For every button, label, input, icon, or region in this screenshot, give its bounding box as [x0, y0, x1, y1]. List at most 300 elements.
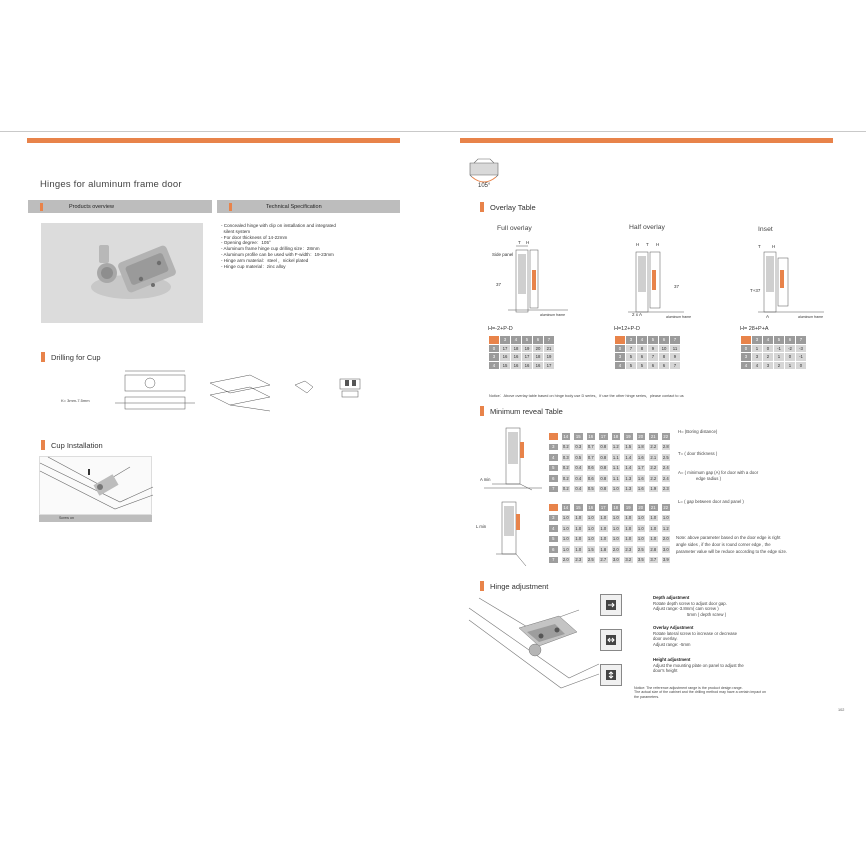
table-cell: 2.5 — [661, 453, 672, 462]
aluminum-frame-label: aluminum frame — [666, 315, 692, 319]
table-cell: 5 — [626, 361, 637, 370]
full-overlay-diagram — [488, 240, 588, 322]
table-cell: 1.0 — [611, 514, 622, 523]
products-overview-bar — [28, 200, 212, 213]
table-header-cell: 7 — [670, 336, 681, 345]
height-adjust-icon — [600, 664, 622, 686]
section-marker — [41, 440, 45, 450]
table-header-cell: 5 — [648, 336, 659, 345]
table-cell: 2 — [774, 361, 785, 370]
l-min-label: L min — [476, 524, 487, 529]
table-cell: 1.9 — [648, 485, 659, 494]
table-row-header-cell: 4 — [741, 361, 752, 370]
table-cell: 2 — [763, 353, 774, 362]
table-cell: 0.5 — [573, 453, 584, 462]
table-cell: 5 — [626, 353, 637, 362]
reveal-table-a — [546, 430, 673, 495]
table-row-header-cell: 6 — [548, 474, 559, 483]
table-header-cell: 15 — [573, 432, 584, 441]
table-cell: 1.0 — [623, 514, 634, 523]
screw-on-caption: Screw on — [39, 515, 152, 522]
drilling-diagrams — [55, 365, 395, 415]
height-arrow-icon — [601, 665, 621, 685]
reveal-a-drawing — [478, 424, 542, 494]
inset-title: Inset — [758, 226, 773, 233]
inset-drawing — [744, 240, 844, 322]
table-row-header-cell: 0 — [741, 344, 752, 353]
table-corner-cell — [548, 432, 559, 441]
svg-text:T: T — [758, 244, 761, 249]
depth-line-3: 5mm ( depth screw ) — [687, 611, 727, 617]
table-cell: 3.0 — [661, 545, 672, 554]
table-row-header-cell: 0 — [489, 344, 500, 353]
table-row — [548, 556, 671, 565]
table-cell: 2.2 — [648, 443, 659, 452]
table-row-header-cell: 3 — [548, 514, 559, 523]
table-header-row — [548, 503, 671, 512]
table-cell: 6 — [648, 361, 659, 370]
svg-text:A: A — [766, 314, 770, 319]
table-header-cell: 16 — [586, 432, 597, 441]
full-overlay-drawing — [488, 240, 588, 322]
table-row — [741, 361, 807, 370]
legend-h: H= (Boring distance) — [678, 429, 718, 434]
table-cell: 1 — [785, 361, 796, 370]
table-cell: 17 — [522, 353, 533, 362]
table-cell: 0.2 — [561, 474, 572, 483]
hinge-photo-illustration — [41, 223, 203, 323]
table-row — [548, 514, 671, 523]
table-cell: 0.8 — [598, 453, 609, 462]
table-cell: 0 — [796, 361, 807, 370]
a-min-label: A min — [480, 477, 491, 482]
table-row-header-cell: 3 — [489, 353, 500, 362]
table-header-row — [615, 336, 681, 345]
table-cell: 2.0 — [611, 545, 622, 554]
table-cell: 2.1 — [648, 453, 659, 462]
drilling-title-text: Drilling for Cup — [51, 352, 101, 362]
full-overlay-title: Full overlay — [497, 225, 532, 232]
svg-text:H: H — [772, 244, 776, 249]
reveal-b-drawing — [476, 500, 540, 570]
table-cell: -1 — [774, 344, 785, 353]
table-cell: 1.0 — [561, 545, 572, 554]
table-cell: 0.8 — [598, 474, 609, 483]
table-cell: 1.8 — [598, 545, 609, 554]
table-cell: 20 — [533, 344, 544, 353]
table-cell: 0.5 — [586, 485, 597, 494]
overlay-adj-title: Overlay Adjustment — [653, 625, 694, 630]
depth-title: Depth adjustment — [653, 595, 690, 600]
table-row — [615, 344, 681, 353]
table-cell: 1.0 — [573, 535, 584, 544]
table-header-cell: 20 — [636, 432, 647, 441]
table-row-header-cell: 0 — [615, 344, 626, 353]
table-cell: 1.6 — [636, 453, 647, 462]
height-adjustment-text — [653, 657, 744, 674]
section-marker — [480, 202, 484, 212]
adj-notice-3: the parameters. — [634, 694, 660, 699]
drilling-drawing — [55, 365, 395, 415]
half-overlay-table — [614, 335, 681, 370]
table-header-cell: 6 — [533, 336, 544, 345]
table-header-cell: 4 — [637, 336, 648, 345]
table-cell: 1.0 — [598, 535, 609, 544]
svg-text:H: H — [526, 240, 530, 245]
overlay-arrow-icon — [601, 630, 621, 650]
table-cell: 1.0 — [661, 514, 672, 523]
table-row — [489, 353, 555, 362]
table-cell: 2.4 — [661, 474, 672, 483]
page-top-rule — [0, 131, 866, 132]
table-cell: 1.0 — [586, 514, 597, 523]
table-cell: 2.8 — [648, 545, 659, 554]
table-cell: 17 — [500, 344, 511, 353]
page-title: Hinges for aluminum frame door — [40, 179, 182, 190]
overlay-adjust-icon — [600, 629, 622, 651]
aluminum-frame-label: aluminum frame — [798, 315, 824, 319]
inset-diagram — [744, 240, 844, 322]
table-cell: 2.4 — [661, 464, 672, 473]
height-title: Height adjustment — [653, 657, 691, 662]
table-cell: 3.2 — [623, 556, 634, 565]
table-header-cell: 3 — [752, 336, 763, 345]
table-header-cell: 14 — [561, 503, 572, 512]
overlay-adjustment-text — [653, 625, 737, 647]
table-row-header-cell: 5 — [548, 464, 559, 473]
table-cell: 1.6 — [636, 485, 647, 494]
table-cell: 1.4 — [623, 464, 634, 473]
table-cell: 1.0 — [623, 524, 634, 533]
table-cell: 0.8 — [598, 464, 609, 473]
table-header-cell: 18 — [611, 503, 622, 512]
table-cell: 1.6 — [636, 474, 647, 483]
adjustment-notice — [634, 686, 766, 699]
table-cell: 1.0 — [573, 514, 584, 523]
table-header-cell: 3 — [626, 336, 637, 345]
section-marker — [41, 352, 45, 362]
bar-marker — [229, 203, 232, 211]
overlay-section-title — [480, 202, 536, 212]
table-cell: 1.0 — [586, 535, 597, 544]
table-row-header-cell: 4 — [548, 524, 559, 533]
half-overlay-formula: H=12+P-D — [614, 326, 640, 332]
drilling-section-title — [41, 352, 101, 362]
svg-text:37: 37 — [674, 284, 680, 289]
table-cell: 2.3 — [573, 556, 584, 565]
legend-a-1: A= ( minimum gap (A) for door with a door — [678, 470, 759, 475]
min-reveal-title-text: Minimum reveal Table — [490, 406, 563, 416]
table-header-cell: 21 — [648, 432, 659, 441]
table-row-header-cell: 6 — [548, 545, 559, 554]
table-row-header-cell: 3 — [741, 353, 752, 362]
reveal-table-a-grid — [546, 430, 673, 495]
svg-text:T: T — [518, 240, 521, 245]
table-header-cell: 5 — [522, 336, 533, 345]
table-cell: 16 — [511, 353, 522, 362]
cup-install-title-text: Cup Installation — [51, 440, 103, 450]
inset-formula: H= 28+P+A — [740, 326, 769, 332]
table-cell: 1.0 — [636, 524, 647, 533]
legend-l: L= ( gap between door and panel ) — [678, 499, 744, 504]
svg-text:T+37: T+37 — [750, 288, 761, 293]
table-header-cell: 7 — [544, 336, 555, 345]
depth-line-1: Rotate depth screw to adjust door gap. — [653, 600, 727, 606]
table-cell: 3.9 — [661, 556, 672, 565]
table-row — [548, 453, 671, 462]
spec-item: - Hinge arm material：steel ，nickel plated — [221, 257, 309, 263]
table-cell: 0.6 — [586, 474, 597, 483]
spec-item: silent system — [221, 228, 251, 234]
table-header-cell: 17 — [598, 432, 609, 441]
height-line-1: Adjust the mounting plate on panel to adjust the — [653, 662, 744, 668]
depth-adjustment-text — [653, 595, 727, 617]
table-row — [548, 524, 671, 533]
overlay-title-text: Overlay Table — [490, 202, 536, 212]
overlay-adj-line-1: Rotate lateral screw to increase or decrease — [653, 630, 738, 636]
table-header-row — [548, 432, 671, 441]
table-cell: 16 — [522, 361, 533, 370]
page-number: 102 — [838, 708, 845, 712]
table-row-header-cell: 7 — [548, 485, 559, 494]
table-cell: 7 — [648, 353, 659, 362]
table-header-cell: 15 — [573, 503, 584, 512]
table-cell: 0.8 — [598, 485, 609, 494]
table-cell: 8 — [637, 344, 648, 353]
table-row-header-cell: 3 — [548, 443, 559, 452]
table-cell: 1.0 — [636, 535, 647, 544]
table-row — [489, 361, 555, 370]
table-cell: 2.3 — [661, 485, 672, 494]
reveal-diagram-b — [476, 500, 540, 570]
table-cell: 1.0 — [573, 545, 584, 554]
table-header-cell: 14 — [561, 432, 572, 441]
table-cell: 1.1 — [611, 464, 622, 473]
table-cell: -1 — [796, 353, 807, 362]
reveal-note-1: Note: above parameter based on the door edge is right — [676, 535, 781, 540]
table-cell: 0.3 — [561, 453, 572, 462]
table-header-cell: 6 — [659, 336, 670, 345]
table-cell: 0.8 — [598, 443, 609, 452]
table-cell: -2 — [785, 344, 796, 353]
legend-a-2: edge radius ) — [696, 476, 722, 481]
depth-arrow-icon — [601, 595, 621, 615]
table-cell: 1.0 — [598, 524, 609, 533]
opening-angle-label: 105° — [478, 183, 491, 189]
table-cell: 3.7 — [648, 556, 659, 565]
table-cell: 4 — [752, 361, 763, 370]
table-header-cell: 21 — [648, 503, 659, 512]
table-cell: 2.0 — [661, 535, 672, 544]
cup-install-image — [39, 456, 152, 515]
spec-item: - Hinge cup material：zinc alloy — [221, 263, 286, 269]
table-cell: 15 — [500, 361, 511, 370]
table-cell: 0.2 — [561, 485, 572, 494]
spec-item: - Opening degree：105° — [221, 240, 271, 246]
table-cell: 1.8 — [636, 443, 647, 452]
table-cell: 3 — [763, 361, 774, 370]
table-row — [615, 353, 681, 362]
spec-item: - For door thickness of 14-22mm — [221, 234, 288, 240]
legend-t: T= ( door thickness ) — [678, 451, 718, 456]
table-cell: 2.8 — [661, 443, 672, 452]
adj-notice-1: Notice: The reference adjustment range is the product design range. — [634, 686, 743, 690]
overlay-adj-line-3: Adjust range: -5mm — [653, 641, 691, 647]
table-header-cell: 6 — [785, 336, 796, 345]
table-cell: 1.0 — [636, 514, 647, 523]
overlay-table-grid — [740, 335, 807, 370]
table-cell: 2.5 — [636, 545, 647, 554]
hinge-adj-title-text: Hinge adjustment — [490, 581, 549, 591]
table-cell: 1.5 — [623, 443, 634, 452]
overlay-adj-line-2: door overlay. — [653, 636, 678, 641]
reveal-note-3: parameter value will be reduce according to the edge size. — [676, 549, 788, 554]
spec-item: - Aluminum frame hinge cup drilling size：28mm — [221, 246, 320, 252]
section-marker — [480, 406, 484, 416]
table-header-row — [741, 336, 807, 345]
adjustment-drawing — [469, 598, 599, 702]
table-cell: 17 — [544, 361, 555, 370]
table-cell: 9 — [670, 353, 681, 362]
table-row-header-cell: 4 — [615, 361, 626, 370]
table-header-cell: 4 — [511, 336, 522, 345]
table-cell: 1.0 — [623, 535, 634, 544]
table-row-header-cell: 4 — [489, 361, 500, 370]
bar-marker — [40, 203, 43, 211]
product-photo — [41, 223, 203, 323]
table-cell: 1.0 — [573, 524, 584, 533]
table-cell: 1 — [752, 344, 763, 353]
table-row — [548, 545, 671, 554]
table-header-cell: 22 — [661, 432, 672, 441]
overlay-table-grid — [614, 335, 681, 370]
svg-text:2 x A: 2 x A — [632, 312, 643, 317]
section-marker — [480, 581, 484, 591]
table-cell: 0.4 — [573, 464, 584, 473]
inset-table — [740, 335, 807, 370]
table-corner-cell — [741, 336, 752, 345]
table-cell: 0.3 — [573, 443, 584, 452]
table-header-cell: 19 — [623, 432, 634, 441]
half-overlay-drawing — [614, 240, 714, 322]
table-cell: 18 — [533, 353, 544, 362]
table-header-row — [489, 336, 555, 345]
table-cell: 16 — [511, 361, 522, 370]
table-cell: 7 — [626, 344, 637, 353]
table-cell: 1.0 — [561, 524, 572, 533]
table-cell: 0.6 — [586, 464, 597, 473]
table-header-cell: 5 — [774, 336, 785, 345]
reveal-table-b-grid — [546, 501, 673, 566]
table-row-header-cell: 4 — [548, 453, 559, 462]
svg-text:37: 37 — [496, 282, 502, 287]
table-row — [489, 344, 555, 353]
table-header-cell: 7 — [796, 336, 807, 345]
table-row-header-cell: 5 — [548, 535, 559, 544]
reveal-table-b — [546, 501, 673, 566]
table-cell: 0.4 — [573, 485, 584, 494]
cup-install-drawing — [40, 457, 153, 516]
table-cell: 1 — [774, 353, 785, 362]
table-cell: 9 — [648, 344, 659, 353]
table-row — [548, 474, 671, 483]
table-cell: 8 — [659, 353, 670, 362]
table-cell: 16 — [533, 361, 544, 370]
table-header-cell: 4 — [763, 336, 774, 345]
table-cell: 19 — [522, 344, 533, 353]
table-cell: 2.2 — [648, 474, 659, 483]
table-cell: 1.5 — [586, 545, 597, 554]
table-cell: 1.1 — [611, 474, 622, 483]
table-header-cell: 20 — [636, 503, 647, 512]
table-cell: 1.1 — [611, 453, 622, 462]
table-cell: 21 — [544, 344, 555, 353]
table-cell: 6 — [659, 361, 670, 370]
table-cell: 1.0 — [611, 524, 622, 533]
table-cell: 1.2 — [611, 443, 622, 452]
table-cell: 1.0 — [586, 524, 597, 533]
half-overlay-diagram — [614, 240, 714, 322]
table-cell: 1.2 — [661, 524, 672, 533]
table-cell: 3 — [752, 353, 763, 362]
overlay-table-grid — [488, 335, 555, 370]
svg-text:H: H — [656, 242, 660, 247]
table-cell: 1.0 — [561, 535, 572, 544]
min-reveal-section-title — [480, 406, 563, 416]
table-cell: 1.0 — [648, 524, 659, 533]
table-row — [741, 344, 807, 353]
spec-item: - Concealed hinge with clip on installation and integrated — [221, 223, 336, 228]
table-cell: -3 — [796, 344, 807, 353]
table-header-cell: 3 — [500, 336, 511, 345]
table-cell: 1.0 — [648, 514, 659, 523]
hinge-adjustment-section-title — [480, 581, 548, 591]
table-cell: 1.0 — [611, 485, 622, 494]
table-cell: 0.2 — [561, 464, 572, 473]
half-overlay-title: Half overlay — [629, 224, 665, 231]
table-row-header-cell: 7 — [548, 556, 559, 565]
table-cell: 11 — [670, 344, 681, 353]
full-overlay-formula: H=-2+P-D — [488, 326, 513, 332]
table-corner-cell — [548, 503, 559, 512]
table-cell: 1.7 — [636, 464, 647, 473]
spec-item: - Aluminum profile can be used with F-width：19-23mm — [221, 251, 334, 257]
tech-spec-label: Technical Specification — [266, 203, 322, 210]
table-cell: 0.4 — [573, 474, 584, 483]
table-cell: 2.3 — [623, 545, 634, 554]
table-cell: 0 — [785, 353, 796, 362]
table-cell: 16 — [500, 353, 511, 362]
drilling-note: K= 3mm-7.5mm — [61, 398, 90, 403]
table-cell: 1.3 — [623, 474, 634, 483]
svg-text:H: H — [636, 242, 640, 247]
table-corner-cell — [615, 336, 626, 345]
hinge-adjustment-illustration — [469, 598, 599, 702]
height-line-2: door's height — [653, 668, 678, 673]
table-cell: 3.0 — [611, 556, 622, 565]
products-overview-label: Products overview — [69, 203, 114, 210]
table-row — [548, 464, 671, 473]
right-accent-bar — [460, 138, 833, 143]
table-cell: 0.7 — [586, 443, 597, 452]
table-header-cell: 19 — [623, 503, 634, 512]
table-header-cell: 17 — [598, 503, 609, 512]
spec-list — [221, 223, 401, 269]
svg-text:T: T — [646, 242, 649, 247]
table-cell: 2.5 — [586, 556, 597, 565]
table-cell: 5 — [637, 361, 648, 370]
table-cell: 1.0 — [561, 514, 572, 523]
